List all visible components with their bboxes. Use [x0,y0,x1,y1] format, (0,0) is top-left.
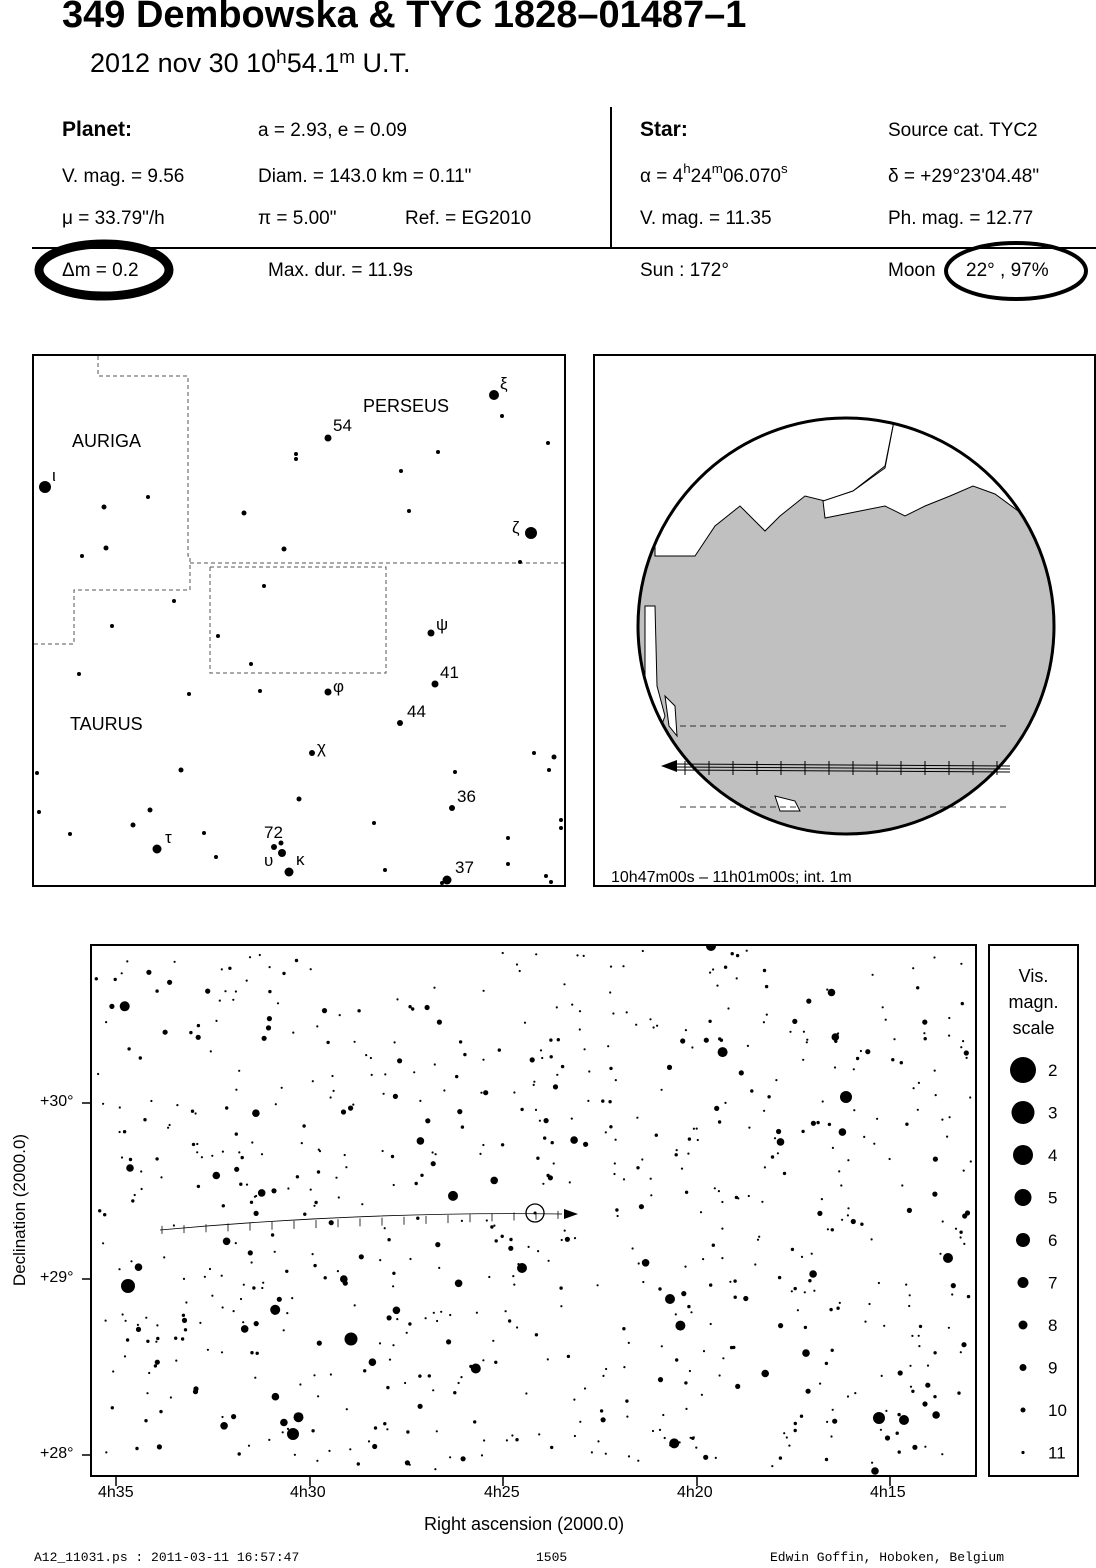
scale-dot-8 [1019,1321,1028,1330]
planet-orbit: a = 2.93, e = 0.09 [258,120,407,141]
finder-star-label: κ [296,850,305,869]
finder-star [500,414,504,418]
finder-star [146,495,150,499]
finder-star [549,880,553,884]
ra-s-unit: s [780,161,788,176]
finder-star [518,560,522,564]
globe-panel [593,354,1096,887]
star-vmag: V. mag. = 11.35 [640,208,772,229]
finder-star [383,868,387,872]
scale-label-3: 3 [1048,1103,1058,1123]
finder-star [216,634,220,638]
finder-star [559,826,563,830]
finder-star [37,810,41,814]
finder-star [110,624,114,628]
sun-elongation: Sun : 172° [640,260,729,281]
finder-star [440,881,444,885]
finder-star [271,844,277,850]
page-title: 349 Dembowska & TYC 1828–01487–1 [62,0,747,36]
scale-dot-11 [1021,1451,1024,1454]
xtick-4h15: 4h15 [870,1484,906,1501]
finder-star-label: 54 [333,416,352,435]
finder-star [525,527,537,539]
footer-file: A12_11031.ps : 2011-03-11 16:57:47 [34,1550,300,1565]
scale-dot-9 [1020,1364,1027,1371]
finder-star [432,681,439,688]
finder-star-label: ξ [500,374,508,393]
finder-star [262,584,266,588]
scale-label-8: 8 [1048,1316,1058,1335]
finder-star [489,390,499,400]
scale-dot-3 [1012,1101,1035,1124]
finder-star [559,818,563,822]
finder-star [68,832,72,836]
star-source: Source cat. TYC2 [888,120,1038,141]
finder-star-label: τ [165,828,172,847]
finder-star [547,768,551,772]
finder-star [506,836,510,840]
scale-label-10: 10 [1048,1401,1067,1420]
planet-motion: μ = 33.79"/h [62,208,165,229]
finder-star [202,831,206,835]
finder-star [102,505,107,510]
x-axis-label: Right ascension (2000.0) [424,1514,625,1534]
hour-unit: h [276,47,287,68]
ytick-30: +30° [40,1093,74,1110]
scale-label-5: 5 [1048,1188,1058,1208]
finder-star [506,862,510,866]
finder-star [148,808,153,813]
finder-star [397,720,403,726]
finder-star-label: ι [52,466,56,485]
path-arrow [661,760,677,772]
finder-star [546,441,550,445]
finder-star-label: 41 [440,663,459,682]
finder-star [453,770,457,774]
scale-svg [990,946,1077,1475]
y-axis-label: Declination (2000.0) [10,1133,29,1287]
scale-dot-4 [1013,1145,1033,1165]
finder-star-label: υ [264,851,274,870]
xtick-4h35: 4h35 [98,1484,134,1501]
finder-star [309,750,315,756]
scale-title-1: Vis. [1018,966,1049,986]
scale-title-2: magn. [1008,992,1059,1012]
planet-heading: Planet: [62,118,133,141]
finder-star [77,672,81,676]
xtick-4h30: 4h30 [290,1484,326,1501]
finder-star [179,768,184,773]
event-minutes: 54.1 [286,48,340,78]
finder-star [297,797,302,802]
star-heading: Star: [640,118,688,141]
finder-chart [32,354,566,887]
planet-reference: Ref. = EG2010 [405,208,532,229]
scale-dot-10 [1021,1408,1026,1413]
scale-dot-2 [1010,1057,1036,1083]
scale-label-6: 6 [1048,1231,1058,1250]
finder-star [544,874,548,878]
finder-star-label: 44 [407,702,426,721]
scale-dot-6 [1016,1233,1030,1247]
globe-svg [595,356,1094,885]
finder-svg [34,356,564,885]
planet-parallax: π = 5.00" [258,208,337,229]
const-auriga: AURIGA [72,431,142,451]
finder-star [35,771,39,775]
ra-h-unit: h [683,161,691,176]
xtick-4h20: 4h20 [677,1484,713,1501]
event-date: 2012 nov 30 10 [90,48,277,78]
ra-m-unit: m [711,161,723,176]
xtick-4h25: 4h25 [484,1484,520,1501]
finder-star [39,481,51,493]
finder-star [104,546,109,551]
finder-star [131,823,136,828]
finder-star [399,469,403,473]
finder-star [80,554,84,558]
finder-star [172,599,176,603]
scale-label-7: 7 [1048,1273,1058,1293]
scale-label-2: 2 [1048,1061,1058,1080]
delta-mag: Δm = 0.2 [62,260,139,281]
finder-star [552,755,557,760]
finder-star [282,547,287,552]
finder-star-label: 37 [455,858,474,877]
moon-value: 22° , 97% [966,260,1049,281]
finder-star-label: ζ [512,518,520,537]
finder-star [249,662,253,666]
axis-ticks [0,930,1096,1490]
finder-star [294,457,298,461]
finder-star [153,845,162,854]
finder-star [428,630,435,637]
finder-star-label: χ [317,738,326,757]
finder-star [214,855,218,859]
footer-page: 1505 [536,1550,568,1565]
max-duration: Max. dur. = 11.9s [268,260,413,281]
planet-vmag: V. mag. = 9.56 [62,166,185,187]
scale-dot-7 [1018,1277,1029,1288]
scale-title-3: scale [1012,1018,1055,1038]
finder-star [325,435,332,442]
moon-label: Moon [888,260,936,281]
finder-star-label: 72 [264,823,283,842]
finder-star-label: ψ [436,615,449,634]
const-taurus: TAURUS [70,714,143,734]
finder-star [286,868,292,874]
const-perseus: PERSEUS [363,396,450,416]
magnitude-scale [988,944,1079,1477]
scale-label-11: 11 [1048,1443,1066,1463]
finder-star [187,692,191,696]
finder-star [325,689,332,696]
time-scale: U.T. [355,48,411,78]
finder-star-label: 36 [457,787,476,806]
finder-star [242,511,247,516]
ra-minutes: 24 [690,166,712,187]
finder-star [278,849,286,857]
scale-dot-5 [1015,1189,1032,1206]
ytick-29: +29° [40,1269,74,1286]
finder-star [532,751,536,755]
ra-seconds: 06.070 [722,166,781,187]
ytick-28: +28° [40,1445,74,1462]
star-dec: δ = +29°23'04.48" [888,166,1040,187]
finder-star [294,452,298,456]
scale-label-4: 4 [1048,1146,1058,1165]
finder-star [372,821,376,825]
finder-star [258,689,262,693]
scale-label-9: 9 [1048,1358,1058,1378]
footer-author: Edwin Goffin, Hoboken, Belgium [770,1550,1005,1565]
finder-star [436,450,440,454]
star-phmag: Ph. mag. = 12.77 [888,208,1034,229]
minute-unit: m [339,47,355,68]
finder-star [407,509,411,513]
ra-hours: α = 4 [640,166,684,187]
planet-diameter: Diam. = 143.0 km = 0.11" [258,166,472,187]
globe-caption: 10h47m00s – 11h01m00s; int. 1m [611,869,852,885]
finder-star [449,805,455,811]
finder-star-label: φ [333,677,345,696]
